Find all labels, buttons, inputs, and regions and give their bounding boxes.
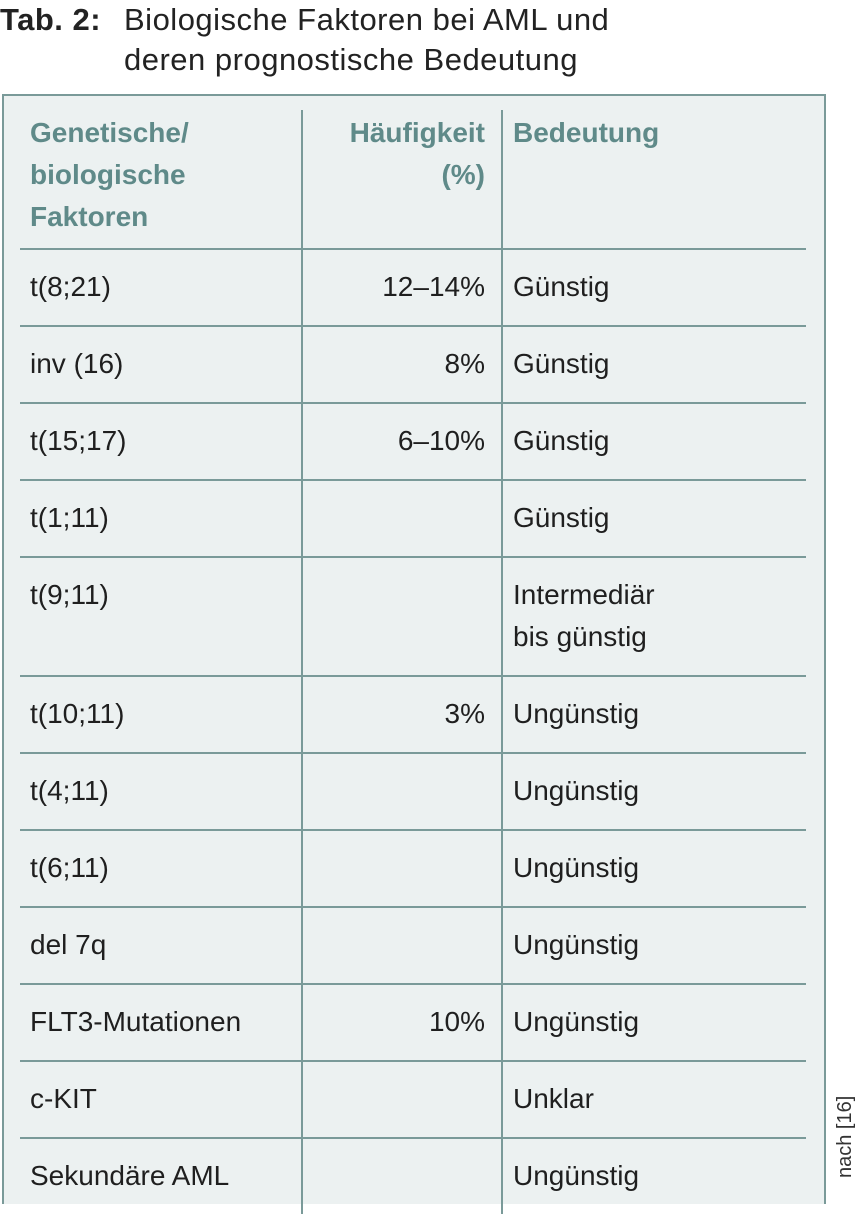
table-row [20,480,806,557]
cell-factor: t(10;11) [20,676,302,753]
cell-frequency [302,907,502,984]
table-row [20,249,806,326]
cell-significance: Unklar [502,1061,806,1138]
table-row [20,753,806,830]
cell-significance: Ungünstig [502,830,806,907]
table-row [20,1061,806,1138]
cell-frequency [302,1061,502,1138]
cell-factor: t(4;11) [20,753,302,830]
cell-factor: t(8;21) [20,249,302,326]
cell-frequency: 8% [302,326,502,403]
cell-factor: inv (16) [20,326,302,403]
cell-significance: Günstig [502,403,806,480]
cell-frequency: 10% [302,984,502,1061]
cell-factor: t(9;11) [20,557,302,676]
cell-significance: Günstig [502,326,806,403]
cell-factor: c-KIT [20,1061,302,1138]
table-panel [2,94,826,1204]
cell-factor: Sekundäre AML [20,1138,302,1214]
caption-line-1: Biologische Faktoren bei AML und [124,2,610,37]
aml-factors-table [20,110,806,1214]
table-row [20,557,806,676]
cell-significance: Ungünstig [502,907,806,984]
cell-frequency: 3% [302,676,502,753]
header-factors: Genetische/ biologische Faktoren [20,110,302,249]
cell-factor: del 7q [20,907,302,984]
caption-line-2: deren prognostische Bedeutung [124,42,578,77]
table-row [20,676,806,753]
caption-label: Tab. 2: [0,2,102,37]
cell-frequency [302,753,502,830]
cell-factor: t(6;11) [20,830,302,907]
cell-factor: t(15;17) [20,403,302,480]
cell-factor: FLT3-Mutationen [20,984,302,1061]
cell-significance: Ungünstig [502,984,806,1061]
cell-significance: Günstig [502,249,806,326]
table-header-row [20,110,806,249]
cell-significance: Ungünstig [502,676,806,753]
cell-frequency [302,830,502,907]
table-row [20,830,806,907]
table-row [20,907,806,984]
cell-significance: Ungünstig [502,753,806,830]
table-row [20,984,806,1061]
cell-frequency: 6–10% [302,403,502,480]
table-caption [0,0,820,80]
cell-significance: Intermediär bis günstig [502,557,806,676]
cell-frequency: 12–14% [302,249,502,326]
cell-significance: Günstig [502,480,806,557]
table-row [20,403,806,480]
cell-frequency [302,480,502,557]
cell-frequency [302,1138,502,1214]
source-note: nach [16] [834,1095,856,1178]
cell-significance: Ungünstig [513,1160,640,1191]
header-frequency: Häufigkeit (%) [302,110,502,249]
header-significance: Bedeutung [502,110,806,249]
table-row [20,1138,806,1214]
cell-factor: t(1;11) [20,480,302,557]
cell-frequency [302,557,502,676]
table-row [20,326,806,403]
